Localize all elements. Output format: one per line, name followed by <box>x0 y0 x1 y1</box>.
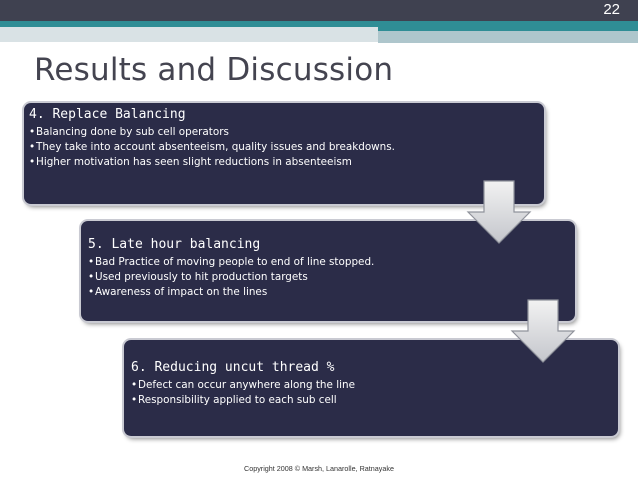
bullet-text: Defect can occur anywhere along the line <box>138 379 355 391</box>
bullet-item <box>29 125 544 140</box>
bullet-glyph: • <box>88 271 95 283</box>
bullet-item <box>29 140 544 155</box>
bullet-text: They take into account absenteeism, quality issues and breakdowns. <box>36 141 395 153</box>
step-heading: 5. Late hour balancing <box>88 237 261 252</box>
bullet-glyph: • <box>88 286 95 298</box>
copyright-footer: Copyright 2008 © Marsh, Lanarolle, Ratnayake <box>244 464 394 473</box>
bullet-text: Used previously to hit production targets <box>95 271 308 283</box>
slide-title: Results and Discussion <box>34 52 394 88</box>
down-arrow-icon <box>510 299 576 363</box>
bullet-glyph: • <box>131 394 138 406</box>
bullet-glyph: • <box>29 126 36 138</box>
bullet-glyph: • <box>29 141 36 153</box>
bullet-item <box>131 393 618 408</box>
bullet-text: Bad Practice of moving people to end of line stopped. <box>95 256 375 268</box>
down-arrow-icon <box>466 180 532 244</box>
bullet-item <box>29 155 544 170</box>
bullet-text: Responsibility applied to each sub cell <box>138 394 337 406</box>
bullet-glyph: • <box>88 256 95 268</box>
light-stripe-left <box>0 27 378 42</box>
bullet-item <box>131 378 618 393</box>
bullet-text: Balancing done by sub cell operators <box>36 126 229 138</box>
top-decorative-band <box>0 0 638 21</box>
step-bullet-list <box>131 378 618 408</box>
accent-stripe-right <box>378 21 638 31</box>
step-bullet-list <box>88 255 575 300</box>
step-heading: 6. Reducing uncut thread % <box>131 360 335 375</box>
bullet-item <box>88 270 575 285</box>
bullet-glyph: • <box>131 379 138 391</box>
light-stripe-right <box>378 31 638 43</box>
bullet-glyph: • <box>29 156 36 168</box>
step-bullet-list <box>29 125 544 170</box>
bullet-text: Awareness of impact on the lines <box>95 286 268 298</box>
bullet-text: Higher motivation has seen slight reductions in absenteeism <box>36 156 352 168</box>
slide-number: 22 <box>603 1 620 18</box>
bullet-item <box>88 255 575 270</box>
bullet-item <box>88 285 575 300</box>
step-heading: 4. Replace Balancing <box>29 107 186 122</box>
